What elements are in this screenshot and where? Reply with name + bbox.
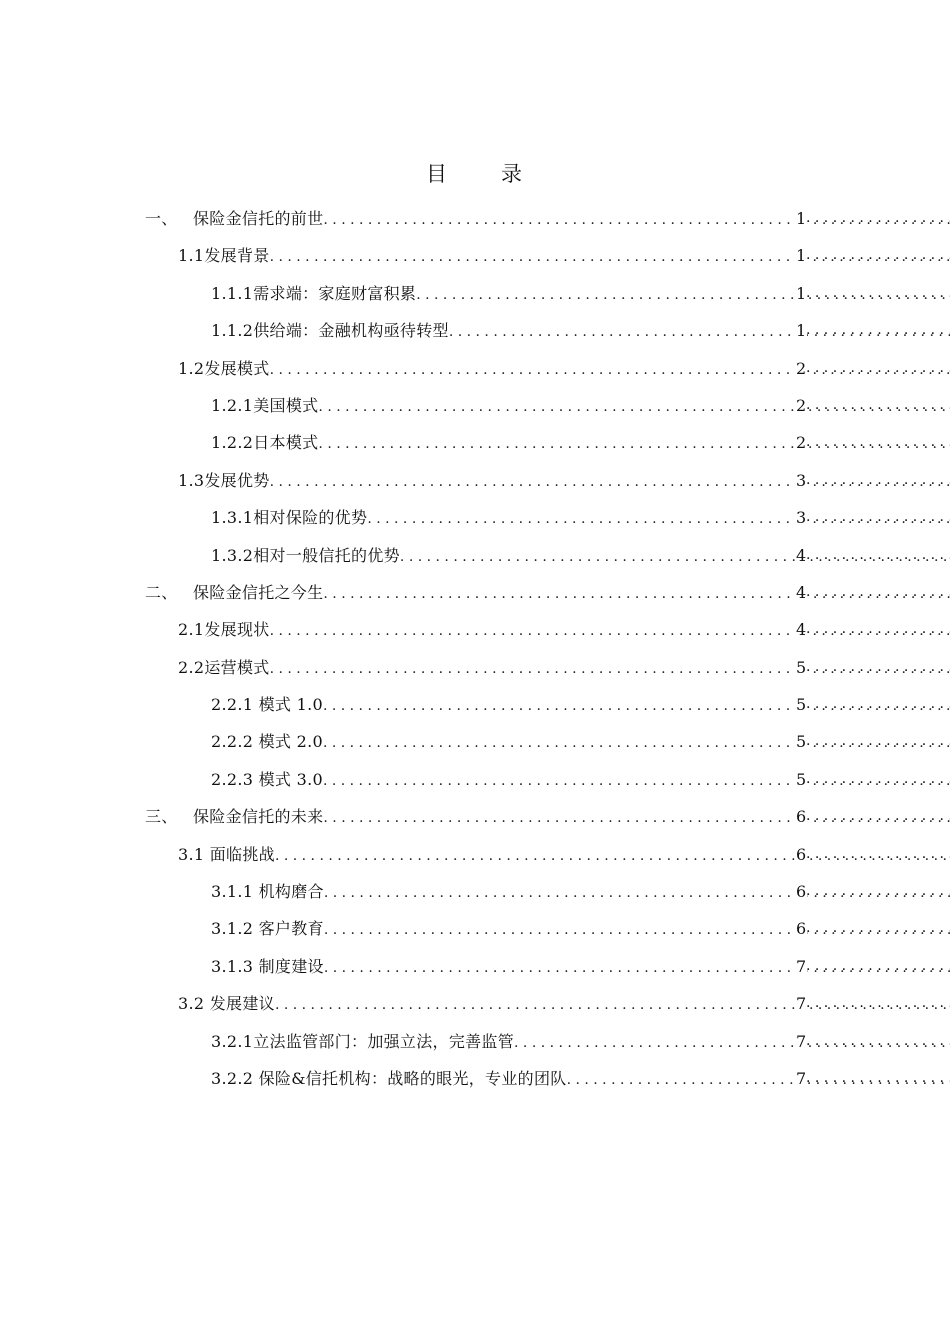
- toc-entry[interactable]: [0, 836, 950, 873]
- toc-entry-label: [211, 948, 324, 985]
- toc-entry-label: [178, 836, 275, 873]
- toc-entry-title: 保险&信托机构：战略的眼光，专业的团队: [253, 1068, 567, 1088]
- toc-entry-label: [211, 1023, 514, 1060]
- toc-entry-title: 发展建议: [204, 994, 275, 1014]
- toc-trailing-dots: [806, 1060, 950, 1097]
- toc-entry-number: 3.1.2: [211, 919, 254, 939]
- toc-trailing-dots: [806, 350, 950, 387]
- toc-entry-number: 3.2.1: [211, 1031, 254, 1051]
- toc-entry-title: 美国模式: [253, 395, 319, 415]
- toc-entry-label: [211, 873, 324, 910]
- toc-entry-number: 3.2.2: [211, 1068, 254, 1088]
- toc-entry-page-number: 5: [795, 649, 807, 686]
- toc-entry[interactable]: [0, 537, 950, 574]
- toc-entry-page-number: 4: [795, 537, 807, 574]
- toc-entry[interactable]: [0, 611, 950, 648]
- toc-entry-page-number: 6: [795, 836, 807, 873]
- toc-entry-page-number: 5: [795, 686, 807, 723]
- toc-entry-title: 模式 2.0: [253, 732, 323, 752]
- toc-entry-title: 需求端：家庭财富积累: [253, 283, 417, 303]
- toc-entry-label: [211, 910, 324, 947]
- toc-trailing-dots: [806, 462, 950, 499]
- toc-title-char-1: 目: [426, 162, 449, 186]
- toc-entry-number: 3.2: [178, 994, 205, 1014]
- toc-entry[interactable]: [0, 761, 950, 798]
- toc-entry[interactable]: [0, 1023, 950, 1060]
- toc-list: [0, 200, 950, 1097]
- toc-entry-title: 运营模式: [204, 657, 270, 677]
- toc-entry-title: 供给端：金融机构亟待转型: [253, 321, 449, 341]
- toc-entry-number: 1.2: [178, 358, 205, 378]
- toc-entry-number: 3.1.3: [211, 956, 254, 976]
- toc-entry[interactable]: [0, 686, 950, 723]
- toc-entry-number: 1.2.2: [211, 433, 254, 453]
- toc-entry[interactable]: [0, 948, 950, 985]
- toc-entry[interactable]: [0, 387, 950, 424]
- toc-entry[interactable]: [0, 499, 950, 536]
- toc-entry-label: [178, 350, 270, 387]
- toc-entry-page-number: 5: [795, 761, 807, 798]
- toc-trailing-dots: [806, 499, 950, 536]
- toc-entry-number: 1.3: [178, 470, 205, 490]
- toc-entry-number: 2.2.3: [211, 769, 254, 789]
- toc-entry-title: 客户教育: [253, 919, 324, 939]
- toc-trailing-dots: [806, 574, 950, 611]
- toc-entry-title: 制度建设: [253, 956, 324, 976]
- toc-entry[interactable]: [0, 873, 950, 910]
- toc-entry-page-number: 2: [795, 387, 807, 424]
- toc-entry-label: [211, 686, 323, 723]
- toc-entry-title: 相对一般信托的优势: [253, 545, 400, 565]
- toc-trailing-dots: [806, 424, 950, 461]
- toc-trailing-dots: [806, 948, 950, 985]
- toc-entry[interactable]: [0, 1060, 950, 1097]
- toc-trailing-dots: [806, 387, 950, 424]
- toc-entry-page-number: 7: [795, 948, 807, 985]
- toc-entry[interactable]: [0, 237, 950, 274]
- toc-title-char-2: 录: [501, 162, 524, 186]
- toc-entry-page-number: 7: [795, 1023, 807, 1060]
- toc-entry[interactable]: [0, 275, 950, 312]
- toc-entry-label: [211, 275, 416, 312]
- toc-entry[interactable]: [0, 649, 950, 686]
- toc-entry-page-number: 4: [795, 611, 807, 648]
- toc-trailing-dots: [806, 537, 950, 574]
- toc-entry[interactable]: [0, 424, 950, 461]
- toc-trailing-dots: [806, 873, 950, 910]
- toc-entry-title: 保险金信托的前世: [193, 209, 324, 228]
- toc-trailing-dots: [806, 723, 950, 760]
- toc-entry-number: 2.2.2: [211, 732, 254, 752]
- toc-entry-number: 3.1.1: [211, 882, 254, 902]
- toc-trailing-dots: [806, 200, 950, 237]
- toc-entry-label: [211, 761, 323, 798]
- toc-entry-label: [145, 798, 323, 835]
- toc-entry-page-number: 5: [795, 723, 807, 760]
- toc-trailing-dots: [806, 836, 950, 873]
- toc-trailing-dots: [806, 237, 950, 274]
- toc-trailing-dots: [806, 798, 950, 835]
- toc-entry-label: [211, 723, 323, 760]
- toc-entry-page-number: 3: [795, 499, 807, 536]
- toc-trailing-dots: [806, 1023, 950, 1060]
- toc-trailing-dots: [806, 686, 950, 723]
- toc-entry-title: 日本模式: [253, 433, 319, 453]
- toc-trailing-dots: [806, 275, 950, 312]
- toc-entry-page-number: 6: [795, 873, 807, 910]
- toc-entry-title: 发展优势: [204, 470, 270, 490]
- toc-entry-page-number: 1: [795, 237, 807, 274]
- toc-entry-number: 一、: [145, 209, 178, 228]
- toc-entry[interactable]: [0, 200, 950, 237]
- toc-entry[interactable]: [0, 985, 950, 1022]
- toc-entry-page-number: 2: [795, 424, 807, 461]
- toc-entry[interactable]: [0, 462, 950, 499]
- toc-entry-number: 3.1: [178, 844, 205, 864]
- toc-title: [0, 158, 950, 188]
- toc-entry-number: 1.3.2: [211, 545, 254, 565]
- toc-entry-title: 发展背景: [204, 246, 270, 266]
- toc-entry-page-number: 7: [795, 1060, 807, 1097]
- toc-entry-number: 2.2.1: [211, 695, 254, 715]
- toc-entry-page-number: 7: [795, 985, 807, 1022]
- toc-entry-number: 1.3.1: [211, 508, 254, 528]
- toc-trailing-dots: [806, 649, 950, 686]
- toc-entry-title: 立法监管部门：加强立法，完善监管: [253, 1031, 515, 1051]
- toc-entry-label: [178, 237, 270, 274]
- toc-entry-label: [211, 312, 449, 349]
- toc-entry-title: 保险金信托之今生: [193, 582, 324, 602]
- toc-entry-number: 2.1: [178, 620, 205, 640]
- toc-entry-label: [211, 499, 367, 536]
- toc-entry-number: 二、: [145, 582, 178, 602]
- toc-entry-label: [145, 200, 323, 237]
- toc-entry-title: 保险金信托的未来: [193, 807, 324, 827]
- toc-entry-page-number: 6: [795, 798, 807, 835]
- toc-trailing-dots: [806, 910, 950, 947]
- toc-entry-title: 相对保险的优势: [253, 508, 368, 528]
- toc-entry[interactable]: [0, 312, 950, 349]
- toc-entry[interactable]: [0, 910, 950, 947]
- toc-entry-title: 面临挑战: [204, 844, 275, 864]
- toc-entry-page-number: 4: [795, 574, 807, 611]
- toc-entry[interactable]: [0, 350, 950, 387]
- toc-entry-label: [178, 462, 270, 499]
- toc-entry-number: 2.2: [178, 657, 205, 677]
- toc-entry-number: 三、: [145, 807, 178, 827]
- toc-entry-title: 发展现状: [204, 620, 270, 640]
- toc-entry-page-number: 1: [795, 200, 807, 237]
- toc-entry[interactable]: [0, 723, 950, 760]
- toc-trailing-dots: [806, 985, 950, 1022]
- toc-entry-number: 1.1.1: [211, 283, 254, 303]
- toc-entry-label: [211, 1060, 567, 1097]
- toc-trailing-dots: [806, 611, 950, 648]
- toc-entry[interactable]: [0, 798, 950, 835]
- toc-entry-label: [211, 387, 318, 424]
- toc-entry-title: 模式 1.0: [253, 695, 323, 715]
- toc-entry-page-number: 1: [795, 275, 807, 312]
- toc-trailing-dots: [806, 761, 950, 798]
- toc-entry-number: 1.1.2: [211, 321, 254, 341]
- toc-entry[interactable]: [0, 574, 950, 611]
- toc-entry-page-number: 2: [795, 350, 807, 387]
- toc-entry-label: [211, 537, 400, 574]
- toc-entry-label: [211, 424, 318, 461]
- toc-entry-page-number: 1: [795, 312, 807, 349]
- toc-entry-title: 发展模式: [204, 358, 270, 378]
- toc-entry-page-number: 6: [795, 910, 807, 947]
- toc-entry-title: 机构磨合: [253, 882, 324, 902]
- toc-entry-number: 1.1: [178, 246, 205, 266]
- toc-entry-label: [178, 611, 270, 648]
- toc-entry-number: 1.2.1: [211, 395, 254, 415]
- toc-entry-label: [178, 649, 270, 686]
- toc-entry-title: 模式 3.0: [253, 769, 323, 789]
- toc-entry-label: [145, 574, 323, 611]
- toc-trailing-dots: [806, 312, 950, 349]
- toc-entry-page-number: 3: [795, 462, 807, 499]
- toc-entry-label: [178, 985, 275, 1022]
